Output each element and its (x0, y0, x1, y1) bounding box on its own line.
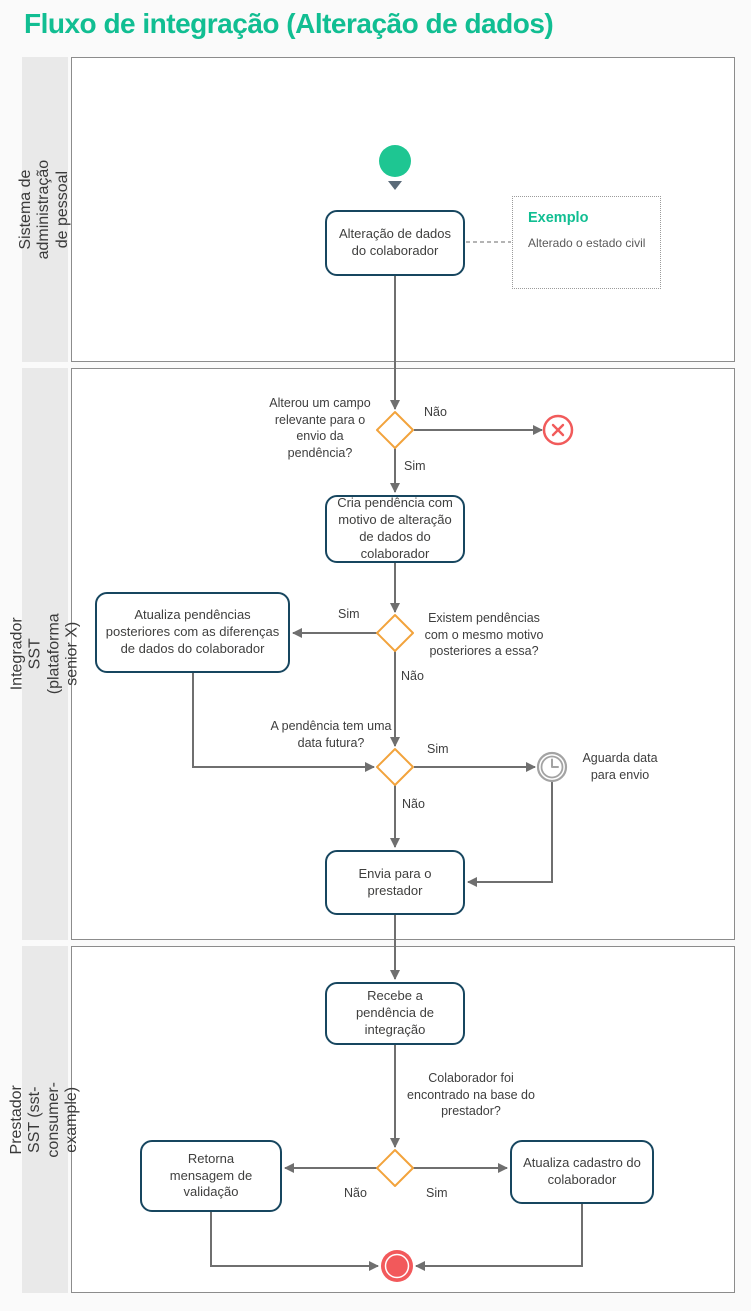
task-cria-pendencia (325, 495, 465, 563)
edge-label-sim-gw2: Sim (338, 607, 360, 621)
edge-label-sim-gw3: Sim (427, 742, 449, 756)
task-label: Alteração de dados do colaborador (338, 226, 452, 258)
annotation-text: Alterado o estado civil (528, 236, 646, 250)
edge-label-nao-gw4: Não (344, 1186, 367, 1200)
lane-label-text: Sistema de administração de pessoal (17, 159, 72, 260)
task-retorna-mensagem (140, 1140, 282, 1212)
task-label: Recebe a pendência de integração (355, 988, 435, 1037)
task-label: Envia para o prestador (358, 865, 432, 898)
edge-label-nao-gw3: Não (402, 797, 425, 811)
edge-label-nao-gw1: Não (424, 405, 447, 419)
task-label: Cria pendência com motivo de alteração de dados do colaborador (337, 495, 453, 561)
question-colaborador-encontrado: Colaborador foi encontrado na base do prestador? (407, 1071, 535, 1118)
question-data-futura: A pendência tem uma data futura? (270, 719, 392, 750)
task-label: Atualiza pendências posteriores com as diferenças de dados do colaborador (105, 607, 280, 656)
edge-label-sim-gw4: Sim (426, 1186, 448, 1200)
task-label: Retorna mensagem de validação (169, 1150, 253, 1200)
question-campo-relevante: Alterou um campo relevante para o envio da pendência? (269, 396, 371, 460)
edge-label-sim-gw1: Sim (404, 459, 426, 473)
diagram-title: Fluxo de integração (Alteração de dados) (24, 8, 554, 39)
timer-label-aguarda-data: Aguarda data para envio (582, 751, 658, 782)
task-atualiza-pendencias (95, 592, 290, 673)
lane-label-sistema-administracao (17, 57, 72, 362)
task-alteracao-dados (325, 210, 465, 276)
annotation-title: Exemplo (528, 210, 589, 226)
lane-label-text: Prestador SST (sst-consumer-example) (8, 1081, 81, 1158)
question-pendencias-posteriores: Existem pendências com o mesmo motivo posteriores a essa? (424, 611, 544, 658)
task-envia-prestador (325, 850, 465, 915)
lane-label-integrador-sst (8, 368, 81, 940)
lane-label-text: Integrador SST (plataforma senior X) (8, 613, 81, 695)
lane-label-prestador-sst (8, 946, 81, 1293)
task-atualiza-cadastro (510, 1140, 654, 1204)
task-label: Atualiza cadastro do colaborador (523, 1155, 641, 1187)
edge-label-nao-gw2: Não (401, 669, 424, 683)
annotation-exemplo (512, 196, 661, 289)
task-recebe-pendencia (325, 982, 465, 1045)
